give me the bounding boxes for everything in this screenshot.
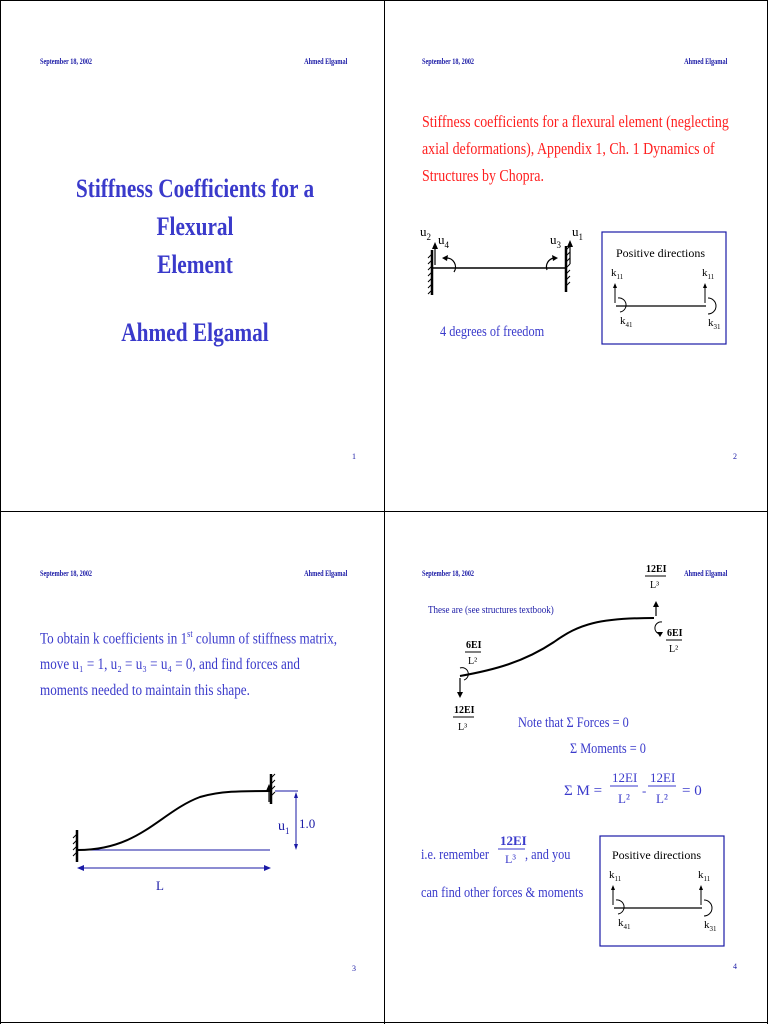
label-k11-right: $k_{11}$: [698, 869, 711, 883]
label-u2: $u_2$: [420, 224, 431, 242]
slide-date: September 18, 2002: [40, 57, 93, 66]
intro-line-3: Structures by Chopra.: [422, 166, 544, 185]
label-u4: $u_4$: [438, 232, 449, 250]
fraction-12EI-L3-top: [645, 564, 667, 591]
slide-author: Ahmed Elgamal: [683, 569, 727, 578]
svg-text:6EI: 6EI: [667, 628, 683, 639]
label-k11-left: $k_{11}$: [611, 267, 624, 281]
forces-diagram: [384, 512, 767, 1023]
svg-text:12EI: 12EI: [500, 833, 527, 848]
slide-2: [384, 0, 767, 511]
svg-text:12EI: 12EI: [650, 770, 676, 785]
title-line-2: Element: [157, 250, 233, 279]
slide-4: [384, 512, 767, 1023]
label-k11-right: $k_{11}$: [702, 267, 715, 281]
slide-1: [0, 0, 383, 511]
label-displacement-value: 1.0: [299, 816, 316, 831]
svg-text:L²: L²: [468, 656, 478, 667]
svg-text:L²: L²: [656, 791, 668, 806]
beam-dof-diagram: [384, 0, 767, 511]
title-line-1: Stiffness Coefficients for a Flexural: [75, 174, 315, 241]
page-number: 2: [733, 452, 737, 461]
label-u3: $u_3$: [550, 232, 561, 250]
remember-fraction: [498, 833, 527, 866]
remember-line-2: can find other forces & moments: [421, 885, 584, 901]
sum-moment-equation: [564, 770, 702, 806]
page-number: 4: [733, 962, 737, 971]
label-k31: $k_{31}$: [708, 317, 721, 331]
slide-date: September 18, 2002: [422, 569, 475, 578]
remember-text-a: i.e. remember: [421, 847, 489, 863]
svg-text:L³: L³: [458, 722, 468, 733]
slide-author: Ahmed Elgamal: [303, 57, 347, 66]
title-author: Ahmed Elgamal: [121, 318, 269, 347]
slide-3: [0, 512, 383, 1023]
fraction-6EI-L2-right: [666, 628, 683, 655]
svg-text:L²: L²: [618, 791, 630, 806]
svg-text:L³: L³: [505, 852, 516, 866]
slide-title: [60, 170, 331, 352]
slide-date: September 18, 2002: [422, 57, 475, 66]
label-length: L: [156, 878, 164, 893]
positive-directions-title: Positive directions: [616, 246, 705, 260]
label-k41: $k_{41}$: [620, 315, 633, 329]
fraction-12EI-L3-left: [453, 705, 475, 733]
svg-text:6EI: 6EI: [466, 640, 482, 651]
intro-line-1: Stiffness coefficients for a flexural element (neglecting: [422, 112, 729, 131]
label-u1: $u_1$: [572, 224, 583, 242]
note-sum-moments: Σ Moments = 0: [570, 741, 646, 757]
svg-text:12EI: 12EI: [646, 564, 667, 575]
instruction-line-3: moments needed to maintain this shape.: [40, 682, 250, 700]
positive-directions-title: Positive directions: [612, 848, 701, 862]
label-u1: $u_1$: [278, 819, 290, 836]
fraction-6EI-L2-left: [465, 640, 482, 667]
svg-text:Σ M =: Σ M =: [564, 783, 603, 799]
label-k31: $k_{31}$: [704, 919, 717, 933]
slide-author: Ahmed Elgamal: [303, 569, 347, 578]
svg-text:L²: L²: [669, 644, 679, 655]
remember-text-b: , and you: [525, 847, 571, 863]
deflected-beam-diagram: [0, 512, 383, 1023]
instruction-line-2: move u₁ = 1, u₂ = u₃ = u₄ = 0, and find forces and: [40, 656, 300, 674]
note-sum-forces: Note that Σ Forces = 0: [518, 715, 629, 731]
intro-line-2: axial deformations), Appendix 1, Ch. 1 Dynamics of: [422, 139, 715, 158]
slide-date: September 18, 2002: [40, 569, 93, 578]
instruction-line-1: To obtain k coefficients in 1st column of stiffness matrix,: [40, 629, 338, 648]
svg-text:12EI: 12EI: [612, 770, 638, 785]
svg-text:L³: L³: [650, 580, 660, 591]
svg-text:= 0: = 0: [682, 783, 702, 799]
dof-caption: 4 degrees of freedom: [440, 324, 545, 340]
page-number: 1: [352, 452, 356, 461]
page-number: 3: [352, 964, 356, 973]
slide-author: Ahmed Elgamal: [683, 57, 727, 66]
svg-text:12EI: 12EI: [454, 705, 475, 716]
label-k41: $k_{41}$: [618, 917, 631, 931]
svg-text:-: -: [642, 783, 647, 798]
textbook-note: These are (see structures textbook): [428, 604, 554, 616]
label-k11-left: $k_{11}$: [609, 869, 622, 883]
